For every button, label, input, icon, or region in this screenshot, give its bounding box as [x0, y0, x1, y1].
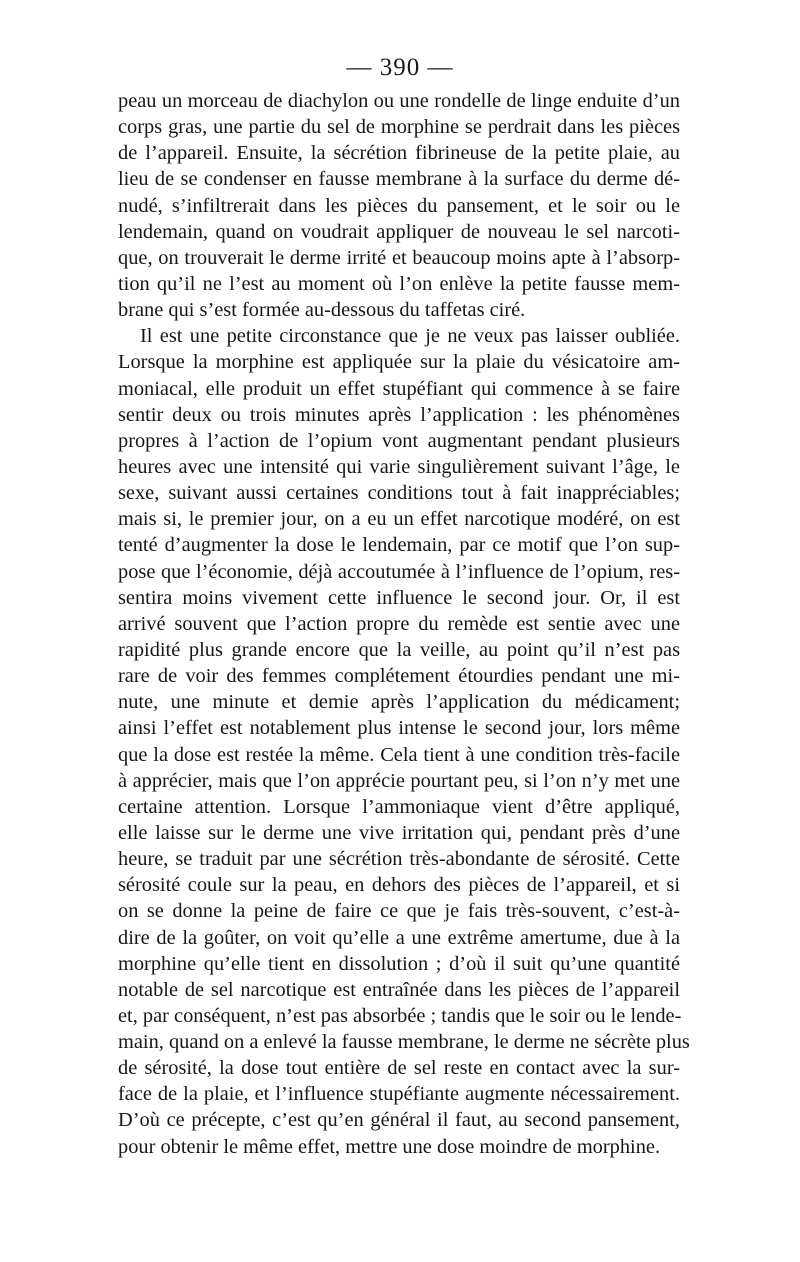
text-line: sexe, suivant aussi certaines conditions tout à fait inappréciables; — [118, 482, 680, 505]
text-line: lieu de se condenser en fausse membrane à la surface du derme dé- — [118, 168, 680, 191]
text-line: lendemain, quand on voudrait appliquer de nouveau le sel narcoti- — [118, 220, 680, 243]
text-line: rapidité plus grande encore que la veille, au point qu’il n’est pas — [118, 638, 680, 661]
text-line: certaine attention. Lorsque l’ammoniaque vient d’être appliqué, — [118, 795, 680, 818]
text-line: de l’appareil. Ensuite, la sécrétion fibrineuse de la petite plaie, au — [118, 142, 680, 165]
paragraph — [118, 88, 680, 323]
text-line: mais si, le premier jour, on a eu un effet narcotique modéré, on est — [118, 508, 680, 531]
text-line: propres à l’action de l’opium vont augmentant pendant plusieurs — [118, 429, 680, 452]
text-line: face de la plaie, et l’influence stupéfiante augmente nécessairement. — [118, 1083, 680, 1106]
text-line: rare de voir des femmes complétement étourdies pendant une mi- — [118, 665, 680, 688]
text-line: pose que l’économie, déjà accoutumée à l’influence de l’opium, res- — [118, 560, 680, 583]
text-line: heures avec une intensité qui varie singulièrement suivant l’âge, le — [118, 455, 680, 478]
text-line: heure, se traduit par une sécrétion très-abondante de sérosité. Cette — [118, 848, 680, 871]
text-line: notable de sel narcotique est entraînée dans les pièces de l’appareil — [118, 978, 680, 1001]
page-number: — 390 — — [346, 54, 454, 81]
text-line: arrivé souvent que l’action propre du remède est sentie avec une — [118, 612, 680, 635]
paragraph — [118, 323, 690, 1160]
text-line: sentir deux ou trois minutes après l’application : les phénomènes — [118, 403, 680, 426]
text-line: Il est une petite circonstance que je ne veux pas laisser oubliée. — [140, 325, 680, 348]
text-line: que, on trouverait le derme irrité et beaucoup moins apte à l’absorp- — [118, 246, 680, 269]
text-line: ainsi l’effet est notablement plus intense le second jour, lors même — [118, 717, 680, 740]
text-line: morphine qu’elle tient en dissolution ; d’où il suit qu’une quantité — [118, 952, 680, 975]
text-line: Lorsque la morphine est appliquée sur la plaie du vésicatoire am- — [118, 351, 680, 374]
text-line: sentira moins vivement cette influence le second jour. Or, il est — [118, 586, 680, 609]
text-line: on se donne la peine de faire ce que je fais très-souvent, c’est-à- — [118, 900, 680, 923]
text-line: de sérosité, la dose tout entière de sel reste en contact avec la sur- — [118, 1057, 680, 1080]
text-line: que la dose est restée la même. Cela tient à une condition très-facile — [118, 743, 680, 766]
text-line: sérosité coule sur la peau, en dehors des pièces de l’appareil, et si — [118, 874, 680, 897]
text-body — [118, 88, 690, 1160]
text-line: nudé, s’infiltrerait dans les pièces du pansement, et le soir ou le — [118, 194, 680, 217]
text-line: brane qui s’est formée au-dessous du taffetas ciré. — [118, 299, 526, 322]
text-line: D’où ce précepte, c’est qu’en général il faut, au second pansement, — [118, 1109, 680, 1132]
text-line: peau un morceau de diachylon ou une rondelle de linge enduite d’un — [118, 90, 680, 112]
text-line: à apprécier, mais que l’on apprécie pourtant peu, si l’on n’y met une — [118, 769, 680, 792]
text-line: tion qu’il ne l’est au moment où l’on enlève la petite fausse mem- — [118, 272, 680, 295]
text-line: nute, une minute et demie après l’application du médicament; — [118, 691, 680, 714]
text-line: elle laisse sur le derme une vive irritation qui, pendant près d’une — [118, 821, 680, 844]
text-line: moniacal, elle produit un effet stupéfiant qui commence à se faire — [118, 377, 680, 400]
text-line: main, quand on a enlevé la fausse membrane, le derme ne sécrète plus — [118, 1031, 690, 1054]
text-line: corps gras, une partie du sel de morphine se perdrait dans les pièces — [118, 116, 680, 139]
text-line: tenté d’augmenter la dose le lendemain, par ce motif que l’on sup- — [118, 534, 680, 557]
text-line: pour obtenir le même effet, mettre une dose moindre de morphine. — [118, 1135, 661, 1158]
text-line: et, par conséquent, n’est pas absorbée ; tandis que le soir ou le lende- — [118, 1004, 682, 1027]
text-line: dire de la goûter, on voit qu’elle a une extrême amertume, due à la — [118, 926, 680, 949]
